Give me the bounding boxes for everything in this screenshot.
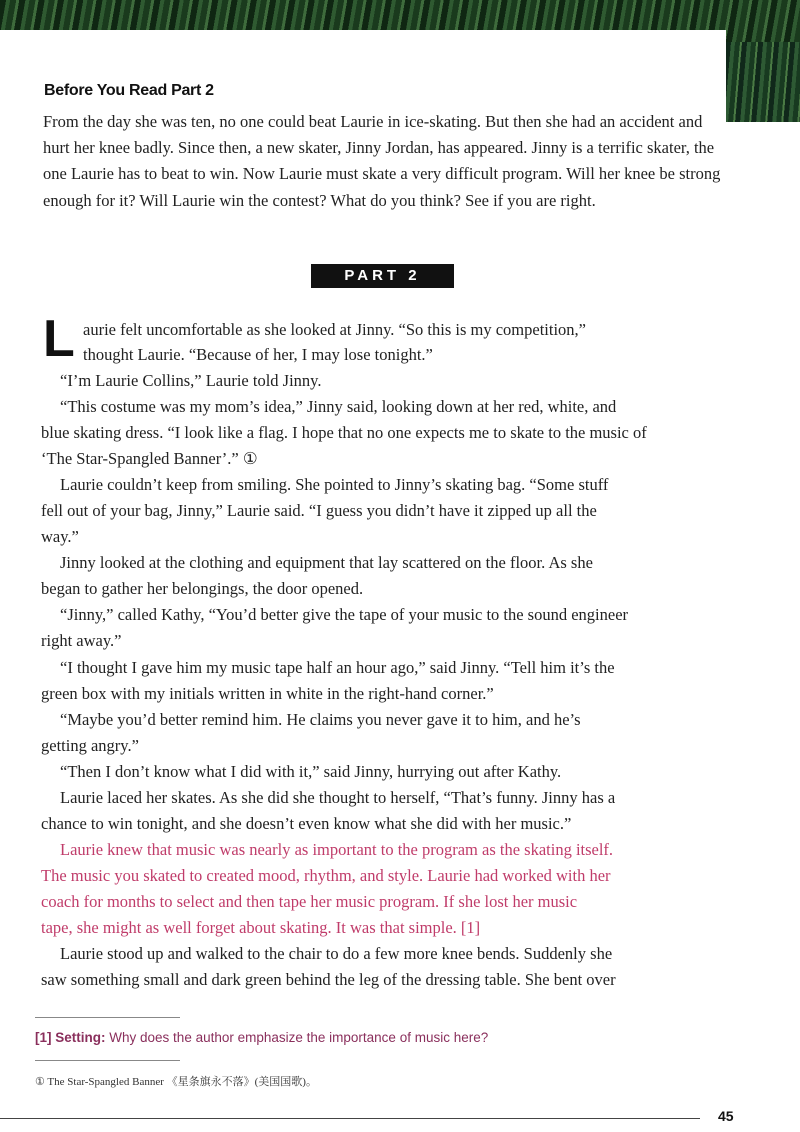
section-heading: Before You Read Part 2 <box>44 82 214 99</box>
story-line: aurie felt uncomfortable as she looked at Jinny. “So this is my competition,” <box>83 320 586 339</box>
story-line: “Jinny,” called Kathy, “You’d better give the tape of your music to the sound engineer <box>60 605 629 624</box>
footnote: ① The Star-Spangled Banner 《星条旗永不落》(美国国歌)。 <box>35 1076 317 1088</box>
story-line: Laurie stood up and walked to the chair to do a few more knee bends. Suddenly she <box>60 944 613 963</box>
note-marker: [1] <box>35 1030 52 1045</box>
story-line: “Maybe you’d better remind him. He claims you never gave it to him, and he’s <box>60 710 581 729</box>
note-label: Setting: <box>55 1030 106 1045</box>
story-line: saw something small and dark green behind the leg of the dressing table. She bent over <box>41 970 616 989</box>
part-banner: PART 2 <box>311 264 454 288</box>
story-line: blue skating dress. “I look like a flag. I hope that no one expects me to skate to the music of <box>41 423 647 442</box>
story-line: right away.” <box>41 631 122 650</box>
story-line: fell out of your bag, Jinny,” Laurie said. “I guess you didn’t have it zipped up all the <box>41 501 597 520</box>
story-line: chance to win tonight, and she doesn’t even know what she did with her music.” <box>41 814 572 833</box>
highlighted-line: Laurie knew that music was nearly as important to the program as the skating itself. <box>60 840 614 859</box>
note-text: Why does the author emphasize the importance of music here? <box>109 1030 489 1045</box>
page-number: 45 <box>718 1108 734 1124</box>
story-line: way.” <box>41 527 79 546</box>
highlighted-line: tape, she might as well forget about skating. It was that simple. [1] <box>41 918 481 937</box>
story-line: “I’m Laurie Collins,” Laurie told Jinny. <box>60 371 322 390</box>
highlighted-line: coach for months to select and then tape her music program. If she lost her music <box>41 892 578 911</box>
intro-paragraph: From the day she was ten, no one could beat Laurie in ice-skating. But then she had an accident and hurt her knee badly. Since then, a new skater, Jinny Jordan, has appeared. Jinny is a terrific skater, the one Laurie has to beat to win. Now Laurie must skate a very difficult program. Will her knee be strong enough for it? Will Laurie win the contest? What do you think? See if you are right. <box>43 112 721 210</box>
margin-question <box>35 1030 488 1045</box>
story-line: ‘The Star-Spangled Banner’.” ① <box>41 449 258 468</box>
story-line: began to gather her belongings, the door opened. <box>41 579 364 598</box>
story-line: getting angry.” <box>41 736 139 755</box>
story-line: “I thought I gave him my music tape half an hour ago,” said Jinny. “Tell him it’s the <box>60 658 615 677</box>
note-divider <box>35 1017 180 1018</box>
story-line: “Then I don’t know what I did with it,” said Jinny, hurrying out after Kathy. <box>60 762 562 781</box>
footnote-divider <box>35 1060 180 1061</box>
bottom-rule <box>0 1118 700 1119</box>
story-line: Jinny looked at the clothing and equipment that lay scattered on the floor. As she <box>60 553 593 572</box>
margin-photo-strip <box>726 42 800 122</box>
story-line: Laurie couldn’t keep from smiling. She pointed to Jinny’s skating bag. “Some stuff <box>60 475 609 494</box>
drop-cap: L <box>43 310 75 368</box>
story-line: “This costume was my mom’s idea,” Jinny said, looking down at her red, white, and <box>60 397 617 416</box>
highlighted-line: The music you skated to created mood, rhythm, and style. Laurie had worked with her <box>41 866 611 885</box>
story-line: thought Laurie. “Because of her, I may lose tonight.” <box>83 345 433 364</box>
story-line: Laurie laced her skates. As she did she thought to herself, “That’s funny. Jinny has a <box>60 788 616 807</box>
story-line: green box with my initials written in white in the right-hand corner.” <box>41 684 494 703</box>
